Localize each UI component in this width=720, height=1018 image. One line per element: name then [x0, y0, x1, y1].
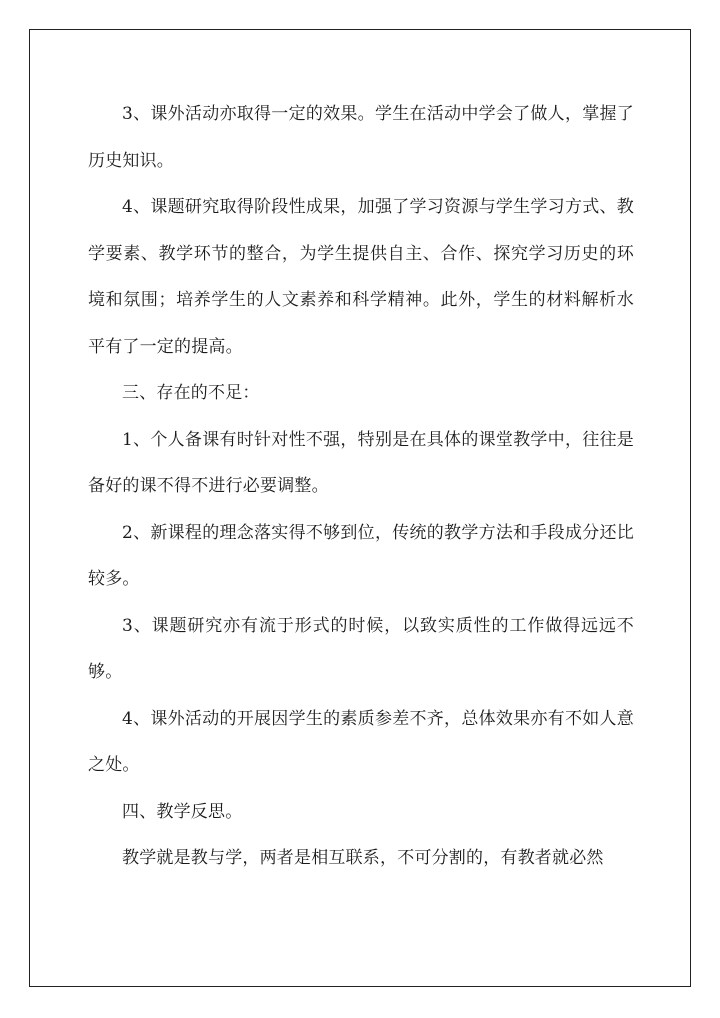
paragraph-research-results: 4、课题研究取得阶段性成果，加强了学习资源与学生学习方式、教学要素、教学环节的整合，为学生提供自主、合作、探究学习历史的环境和氛围；培养学生的人文素养和科学精神。此外，学生的材料解析水平有了一定的提高。 [88, 197, 634, 357]
section-heading-shortcomings: 三、存在的不足： [122, 383, 260, 403]
section-heading-reflection: 四、教学反思。 [122, 801, 243, 822]
document-body [88, 91, 634, 882]
paragraph-shortcoming-1: 1、个人备课有时针对性不强，特别是在具体的课堂教学中，往往是备好的课不得不进行必要调整。 [88, 429, 634, 496]
paragraph-reflection: 教学就是教与学，两者是相互联系，不可分割的，有教者就必然 [122, 848, 604, 868]
paragraph-shortcoming-4: 4、课外活动的开展因学生的素质参差不齐，总体效果亦有不如人意之处。 [88, 708, 634, 775]
paragraph-shortcoming-2: 2、新课程的理念落实得不够到位，传统的教学方法和手段成分还比较多。 [88, 522, 634, 589]
paragraph-activity-effect: 3、课外活动亦取得一定的效果。学生在活动中学会了做人，掌握了历史知识。 [88, 104, 634, 171]
paragraph-shortcoming-3: 3、课题研究亦有流于形式的时候，以致实质性的工作做得远远不够。 [88, 615, 634, 682]
